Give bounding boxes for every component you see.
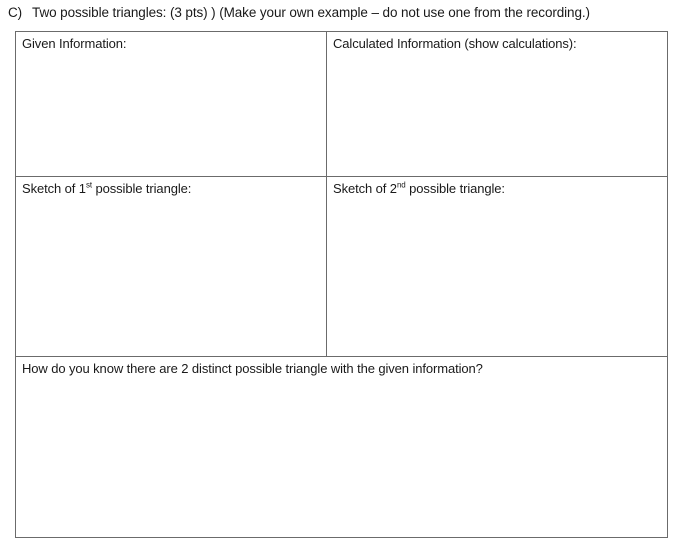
section-heading — [8, 5, 590, 20]
sketch-second-prefix: Sketch of 2 — [333, 181, 397, 196]
distinct-triangles-question-label: How do you know there are 2 distinct possible triangle with the given information? — [22, 361, 483, 376]
given-information-label: Given Information: — [22, 36, 127, 51]
sketch-second-ordinal: nd — [396, 180, 406, 190]
sketch-first-ordinal: st — [85, 180, 92, 190]
sketch-second-suffix: possible triangle: — [405, 181, 505, 196]
sketch-second-triangle-label — [333, 181, 505, 196]
sketch-first-suffix: possible triangle: — [91, 181, 192, 196]
sketch-first-triangle-label — [22, 181, 191, 196]
calculated-information-label: Calculated Information (show calculations): — [333, 36, 577, 51]
distinct-triangles-question-cell[interactable] — [16, 357, 667, 537]
section-heading-text: Two possible triangles: (3 pts) ) (Make your own example – do not use one from the recording.) — [32, 5, 590, 20]
sketch-first-triangle-cell[interactable] — [16, 177, 327, 357]
sketch-first-prefix: Sketch of 1 — [22, 181, 86, 196]
sketch-second-triangle-cell[interactable] — [327, 177, 667, 357]
part-letter: C) — [8, 5, 23, 20]
calculated-information-cell[interactable] — [327, 32, 667, 177]
worksheet-table — [15, 31, 668, 538]
given-information-cell[interactable] — [16, 32, 327, 177]
